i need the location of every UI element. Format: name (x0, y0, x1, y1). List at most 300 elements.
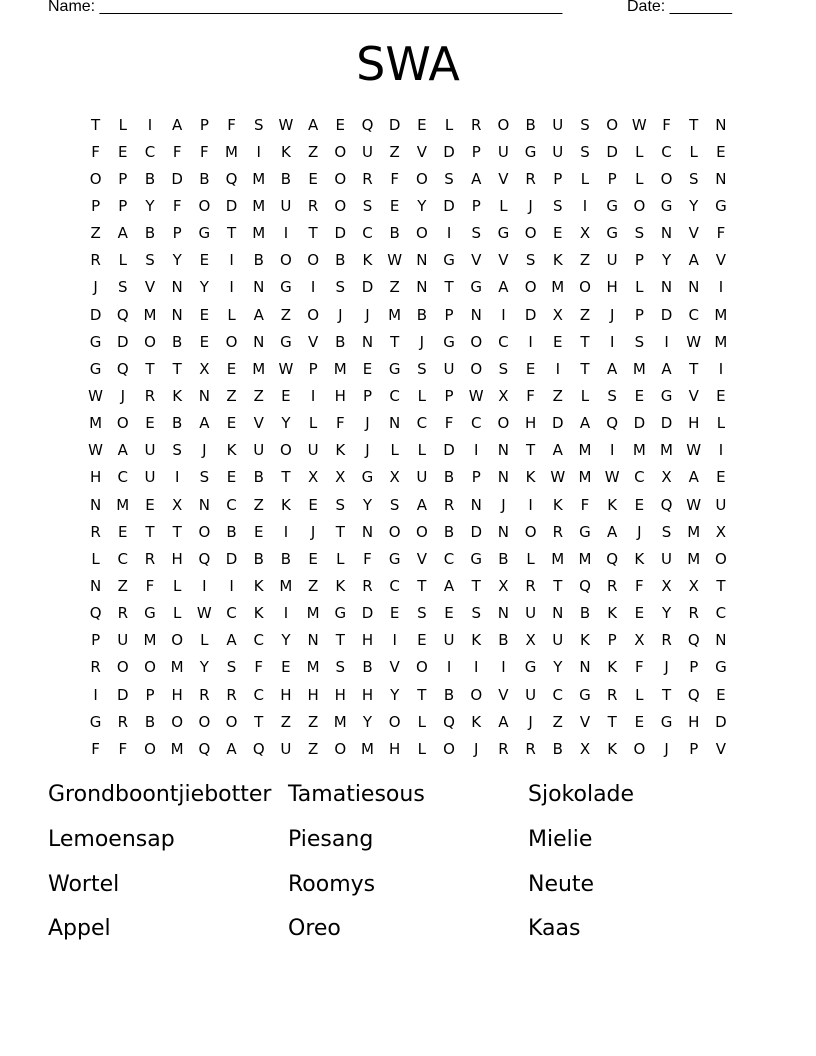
grid-letter[interactable]: S (172, 441, 182, 460)
grid-letter[interactable]: F (91, 739, 100, 758)
grid-letter[interactable]: S (199, 468, 210, 487)
grid-letter[interactable]: R (199, 685, 210, 704)
grid-letter[interactable]: O (579, 278, 591, 297)
grid-letter[interactable]: E (145, 495, 155, 514)
grid-letter[interactable]: Z (307, 739, 319, 758)
grid-letter[interactable]: K (335, 441, 346, 460)
grid-letter[interactable]: M (89, 414, 103, 433)
grid-letter[interactable]: U (307, 441, 319, 460)
grid-letter[interactable]: Y (689, 196, 699, 215)
grid-letter[interactable]: J (365, 305, 370, 324)
grid-letter[interactable]: Z (307, 576, 319, 595)
grid-letter[interactable]: M (578, 468, 592, 487)
grid-letter[interactable]: K (335, 576, 346, 595)
grid-letter[interactable]: H (307, 685, 319, 704)
grid-letter[interactable]: D (117, 332, 129, 351)
grid-letter[interactable]: O (334, 739, 347, 758)
grid-letter[interactable]: E (417, 115, 427, 134)
grid-letter[interactable]: A (226, 739, 237, 758)
grid-letter[interactable]: T (526, 441, 536, 460)
grid-letter[interactable]: G (660, 386, 673, 405)
grid-letter[interactable]: I (664, 332, 669, 351)
grid-letter[interactable]: G (579, 522, 591, 541)
grid-letter[interactable]: O (415, 224, 428, 243)
grid-letter[interactable]: Q (579, 576, 591, 595)
grid-letter[interactable]: E (716, 386, 726, 405)
grid-letter[interactable]: Y (390, 685, 400, 704)
grid-letter[interactable]: N (497, 468, 510, 487)
grid-letter[interactable]: P (444, 305, 454, 324)
grid-letter[interactable]: O (497, 414, 510, 433)
grid-letter[interactable]: L (635, 685, 644, 704)
grid-letter[interactable]: I (718, 359, 724, 378)
grid-letter[interactable]: J (202, 441, 207, 460)
grid-letter[interactable]: M (279, 576, 293, 595)
grid-letter[interactable]: G (334, 604, 347, 623)
grid-letter[interactable]: M (306, 658, 320, 677)
grid-letter[interactable]: O (280, 251, 292, 270)
grid-letter[interactable]: M (170, 739, 184, 758)
grid-letter[interactable]: D (334, 224, 347, 243)
grid-letter[interactable]: E (634, 712, 645, 731)
grid-letter[interactable]: N (416, 251, 428, 270)
grid-letter[interactable]: H (361, 685, 374, 704)
grid-letter[interactable]: C (688, 305, 699, 324)
grid-letter[interactable]: G (660, 712, 673, 731)
grid-letter[interactable]: I (555, 359, 560, 378)
grid-letter[interactable]: A (579, 414, 591, 433)
grid-letter[interactable]: M (551, 549, 565, 568)
grid-letter[interactable]: J (664, 739, 669, 758)
grid-letter[interactable]: K (634, 549, 645, 568)
name-field[interactable]: Name: ____________________________________________________ (48, 0, 563, 15)
grid-letter[interactable]: O (307, 305, 319, 324)
grid-letter[interactable]: L (172, 604, 182, 623)
grid-letter[interactable]: Y (281, 631, 291, 650)
grid-letter[interactable]: U (497, 142, 509, 161)
grid-letter[interactable]: V (498, 685, 509, 704)
grid-letter[interactable]: N (497, 522, 510, 541)
grid-letter[interactable]: G (144, 604, 156, 623)
grid-letter[interactable]: W (278, 115, 294, 134)
grid-letter[interactable]: O (116, 414, 129, 433)
grid-letter[interactable]: L (118, 115, 127, 134)
grid-letter[interactable]: P (362, 386, 372, 405)
grid-letter[interactable]: C (117, 549, 129, 568)
grid-letter[interactable]: D (633, 414, 646, 433)
grid-letter[interactable]: Q (252, 739, 265, 758)
grid-letter[interactable]: L (635, 278, 644, 297)
grid-letter[interactable]: M (632, 441, 646, 460)
grid-letter[interactable]: V (715, 251, 727, 270)
grid-letter[interactable]: R (117, 712, 128, 731)
grid-letter[interactable]: X (525, 631, 536, 650)
grid-letter[interactable]: O (307, 251, 319, 270)
grid-letter[interactable]: B (253, 549, 264, 568)
grid-letter[interactable]: E (362, 359, 373, 378)
grid-letter[interactable]: G (606, 196, 618, 215)
grid-letter[interactable]: Z (552, 712, 563, 731)
grid-letter[interactable]: V (688, 224, 699, 243)
grid-letter[interactable]: L (417, 739, 427, 758)
grid-letter[interactable]: C (661, 142, 672, 161)
grid-letter[interactable]: I (283, 224, 289, 243)
grid-letter[interactable]: J (528, 196, 533, 215)
grid-letter[interactable]: P (471, 196, 481, 215)
grid-letter[interactable]: O (524, 224, 537, 243)
grid-letter[interactable]: O (225, 332, 238, 351)
grid-letter[interactable]: L (200, 631, 209, 650)
grid-letter[interactable]: E (281, 386, 291, 405)
grid-letter[interactable]: R (525, 169, 536, 188)
grid-letter[interactable]: D (225, 549, 238, 568)
grid-letter[interactable]: O (470, 359, 483, 378)
grid-letter[interactable]: Q (116, 359, 129, 378)
grid-letter[interactable]: P (118, 169, 128, 188)
grid-letter[interactable]: O (171, 631, 184, 650)
grid-letter[interactable]: R (552, 522, 563, 541)
grid-letter[interactable]: O (415, 522, 428, 541)
grid-letter[interactable]: K (607, 604, 618, 623)
grid-letter[interactable]: O (334, 169, 347, 188)
grid-letter[interactable]: G (524, 142, 537, 161)
grid-letter[interactable]: U (117, 631, 129, 650)
grid-letter[interactable]: L (91, 549, 100, 568)
grid-letter[interactable]: L (417, 712, 427, 731)
grid-letter[interactable]: E (226, 359, 237, 378)
grid-letter[interactable]: Z (280, 305, 292, 324)
grid-letter[interactable]: V (688, 386, 699, 405)
grid-letter[interactable]: U (416, 468, 428, 487)
grid-letter[interactable]: Q (198, 739, 211, 758)
grid-letter[interactable]: M (252, 224, 266, 243)
grid-letter[interactable]: V (144, 278, 156, 297)
grid-letter[interactable]: T (607, 712, 617, 731)
grid-letter[interactable]: W (631, 115, 647, 134)
grid-letter[interactable]: A (688, 468, 699, 487)
grid-letter[interactable]: B (144, 712, 156, 731)
grid-letter[interactable]: Z (226, 386, 237, 405)
grid-letter[interactable]: S (253, 115, 264, 134)
grid-letter[interactable]: L (417, 441, 427, 460)
grid-letter[interactable]: O (89, 169, 102, 188)
grid-letter[interactable]: O (198, 196, 211, 215)
grid-letter[interactable]: D (660, 305, 673, 324)
grid-letter[interactable]: K (280, 495, 291, 514)
grid-letter[interactable]: V (253, 414, 264, 433)
grid-letter[interactable]: A (117, 441, 128, 460)
grid-letter[interactable]: K (362, 251, 373, 270)
grid-letter[interactable]: X (498, 576, 509, 595)
grid-letter[interactable]: D (117, 685, 129, 704)
grid-letter[interactable]: N (715, 115, 727, 134)
grid-letter[interactable]: D (524, 305, 537, 324)
grid-letter[interactable]: Y (199, 658, 209, 677)
grid-letter[interactable]: H (171, 685, 183, 704)
grid-letter[interactable]: R (90, 251, 101, 270)
grid-letter[interactable]: B (443, 468, 455, 487)
grid-letter[interactable]: M (714, 332, 728, 351)
grid-letter[interactable]: Q (225, 169, 238, 188)
grid-letter[interactable]: I (609, 441, 615, 460)
grid-letter[interactable]: V (471, 251, 482, 270)
grid-letter[interactable]: Y (362, 495, 373, 514)
grid-letter[interactable]: N (198, 495, 210, 514)
grid-letter[interactable]: O (144, 332, 156, 351)
grid-letter[interactable]: E (226, 414, 237, 433)
grid-letter[interactable]: H (89, 468, 102, 487)
grid-letter[interactable]: I (229, 576, 234, 595)
grid-letter[interactable]: A (552, 441, 563, 460)
grid-letter[interactable]: D (89, 305, 102, 324)
grid-letter[interactable]: D (171, 169, 183, 188)
grid-letter[interactable]: B (416, 305, 427, 324)
grid-letter[interactable]: Q (687, 631, 700, 650)
grid-letter[interactable]: N (253, 278, 265, 297)
grid-letter[interactable]: D (715, 712, 727, 731)
grid-letter[interactable]: K (607, 739, 618, 758)
grid-letter[interactable]: U (606, 251, 618, 270)
grid-letter[interactable]: S (335, 278, 346, 297)
grid-letter[interactable]: L (716, 414, 726, 433)
grid-letter[interactable]: R (606, 576, 618, 595)
grid-letter[interactable]: E (716, 685, 726, 704)
grid-letter[interactable]: G (89, 332, 102, 351)
grid-letter[interactable]: Z (253, 386, 264, 405)
grid-letter[interactable]: U (361, 142, 373, 161)
grid-letter[interactable]: N (470, 305, 482, 324)
grid-letter[interactable]: X (579, 739, 591, 758)
grid-letter[interactable]: Y (661, 604, 672, 623)
grid-letter[interactable]: E (281, 658, 291, 677)
grid-letter[interactable]: T (172, 522, 182, 541)
grid-letter[interactable]: B (335, 251, 346, 270)
grid-letter[interactable]: R (606, 685, 618, 704)
grid-letter[interactable]: F (444, 414, 454, 433)
grid-letter[interactable]: T (471, 576, 481, 595)
grid-letter[interactable]: Y (199, 278, 209, 297)
grid-letter[interactable]: L (526, 549, 535, 568)
grid-letter[interactable]: I (528, 495, 533, 514)
grid-letter[interactable]: R (443, 495, 455, 514)
grid-letter[interactable]: S (444, 169, 454, 188)
grid-letter[interactable]: S (607, 386, 617, 405)
grid-letter[interactable]: W (686, 332, 702, 351)
grid-letter[interactable]: L (172, 576, 182, 595)
grid-letter[interactable]: O (415, 169, 428, 188)
grid-letter[interactable]: I (446, 224, 452, 243)
grid-letter[interactable]: K (580, 631, 590, 650)
grid-letter[interactable]: C (389, 576, 400, 595)
grid-letter[interactable]: T (390, 332, 400, 351)
grid-letter[interactable]: N (688, 278, 700, 297)
grid-letter[interactable]: C (389, 386, 400, 405)
grid-letter[interactable]: U (525, 604, 537, 623)
grid-letter[interactable]: R (362, 576, 373, 595)
grid-letter[interactable]: F (172, 196, 182, 215)
grid-letter[interactable]: Z (307, 712, 319, 731)
grid-letter[interactable]: C (117, 468, 129, 487)
grid-letter[interactable]: Y (145, 196, 155, 215)
grid-letter[interactable]: F (118, 739, 128, 758)
grid-letter[interactable]: J (528, 712, 533, 731)
grid-letter[interactable]: R (144, 549, 156, 568)
grid-letter[interactable]: M (306, 604, 320, 623)
grid-letter[interactable]: M (252, 359, 266, 378)
grid-letter[interactable]: H (361, 631, 374, 650)
grid-letter[interactable]: O (524, 278, 537, 297)
grid-letter[interactable]: F (635, 576, 644, 595)
grid-letter[interactable]: V (579, 712, 591, 731)
grid-letter[interactable]: F (91, 142, 100, 161)
grid-letter[interactable]: G (715, 658, 727, 677)
grid-letter[interactable]: S (634, 332, 645, 351)
grid-letter[interactable]: J (120, 386, 125, 405)
grid-letter[interactable]: S (335, 658, 346, 677)
grid-letter[interactable]: A (498, 278, 509, 297)
grid-letter[interactable]: F (390, 169, 399, 188)
grid-letter[interactable]: T (580, 332, 590, 351)
grid-letter[interactable]: X (579, 224, 591, 243)
grid-letter[interactable]: H (334, 685, 346, 704)
grid-letter[interactable]: T (226, 224, 237, 243)
grid-letter[interactable]: G (524, 658, 537, 677)
grid-letter[interactable]: Y (362, 712, 373, 731)
grid-letter[interactable]: W (387, 251, 403, 270)
grid-letter[interactable]: A (117, 224, 128, 243)
grid-letter[interactable]: B (498, 549, 509, 568)
grid-letter[interactable]: B (253, 251, 264, 270)
grid-letter[interactable]: U (280, 739, 292, 758)
grid-letter[interactable]: N (552, 604, 564, 623)
grid-letter[interactable]: A (199, 414, 210, 433)
grid-letter[interactable]: F (580, 495, 590, 514)
grid-letter[interactable]: S (580, 115, 590, 134)
grid-letter[interactable]: T (417, 685, 427, 704)
grid-letter[interactable]: Q (606, 414, 619, 433)
grid-letter[interactable]: E (199, 251, 210, 270)
grid-letter[interactable]: N (253, 332, 265, 351)
grid-letter[interactable]: B (335, 332, 346, 351)
grid-letter[interactable]: E (525, 359, 536, 378)
grid-letter[interactable]: G (89, 712, 102, 731)
grid-letter[interactable]: F (635, 658, 644, 677)
grid-letter[interactable]: A (172, 115, 183, 134)
grid-letter[interactable]: A (688, 251, 699, 270)
grid-letter[interactable]: D (443, 196, 455, 215)
grid-letter[interactable]: D (225, 196, 238, 215)
grid-letter[interactable]: Q (361, 115, 374, 134)
grid-letter[interactable]: E (253, 522, 264, 541)
grid-letter[interactable]: P (689, 739, 699, 758)
grid-letter[interactable]: K (253, 576, 264, 595)
grid-letter[interactable]: B (579, 604, 591, 623)
grid-letter[interactable]: I (283, 522, 289, 541)
grid-letter[interactable]: E (199, 305, 210, 324)
grid-letter[interactable]: I (501, 305, 506, 324)
grid-letter[interactable]: D (470, 522, 482, 541)
grid-letter[interactable]: E (118, 522, 128, 541)
grid-letter[interactable]: M (578, 549, 592, 568)
grid-letter[interactable]: O (660, 169, 673, 188)
grid-letter[interactable]: Z (579, 251, 591, 270)
grid-letter[interactable]: R (471, 115, 482, 134)
grid-letter[interactable]: Q (606, 549, 619, 568)
grid-letter[interactable]: U (443, 631, 455, 650)
grid-letter[interactable]: L (417, 386, 427, 405)
grid-letter[interactable]: B (525, 115, 536, 134)
grid-letter[interactable]: F (716, 224, 726, 243)
grid-letter[interactable]: J (637, 522, 642, 541)
grid-letter[interactable]: K (471, 712, 482, 731)
grid-letter[interactable]: N (470, 495, 482, 514)
grid-letter[interactable]: V (416, 549, 427, 568)
grid-letter[interactable]: J (664, 658, 669, 677)
grid-letter[interactable]: M (632, 359, 646, 378)
grid-letter[interactable]: I (474, 658, 479, 677)
grid-letter[interactable]: Q (443, 712, 455, 731)
grid-letter[interactable]: R (90, 658, 101, 677)
grid-letter[interactable]: M (225, 142, 238, 161)
grid-letter[interactable]: A (226, 631, 237, 650)
grid-letter[interactable]: L (227, 305, 236, 324)
grid-letter[interactable]: C (226, 495, 237, 514)
grid-letter[interactable]: P (444, 386, 454, 405)
grid-letter[interactable]: G (470, 278, 483, 297)
grid-letter[interactable]: E (308, 169, 318, 188)
grid-letter[interactable]: Q (89, 604, 102, 623)
grid-letter[interactable]: L (499, 196, 508, 215)
grid-letter[interactable]: I (174, 468, 180, 487)
grid-letter[interactable]: J (365, 441, 370, 460)
grid-letter[interactable]: V (715, 739, 727, 758)
grid-letter[interactable]: T (254, 712, 264, 731)
grid-letter[interactable]: I (310, 386, 316, 405)
grid-letter[interactable]: P (172, 224, 182, 243)
grid-letter[interactable]: I (582, 196, 588, 215)
grid-letter[interactable]: L (336, 549, 345, 568)
grid-letter[interactable]: G (388, 359, 401, 378)
grid-letter[interactable]: F (172, 142, 182, 161)
grid-letter[interactable]: B (144, 224, 156, 243)
grid-letter[interactable]: S (661, 522, 672, 541)
grid-letter[interactable]: M (388, 305, 402, 324)
grid-letter[interactable]: H (606, 278, 618, 297)
grid-letter[interactable]: S (688, 169, 699, 188)
grid-letter[interactable]: T (172, 359, 182, 378)
grid-letter[interactable]: E (634, 386, 645, 405)
grid-letter[interactable]: L (580, 169, 590, 188)
grid-letter[interactable]: F (200, 142, 209, 161)
grid-letter[interactable]: O (388, 712, 401, 731)
grid-letter[interactable]: A (607, 359, 618, 378)
grid-letter[interactable]: M (360, 739, 374, 758)
grid-letter[interactable]: O (144, 739, 156, 758)
grid-letter[interactable]: A (661, 359, 672, 378)
grid-letter[interactable]: I (609, 332, 615, 351)
grid-letter[interactable]: R (90, 522, 101, 541)
grid-letter[interactable]: H (524, 414, 537, 433)
grid-letter[interactable]: J (419, 332, 425, 351)
grid-letter[interactable]: O (633, 196, 646, 215)
grid-letter[interactable]: K (172, 386, 183, 405)
grid-letter[interactable]: Y (281, 414, 291, 433)
grid-letter[interactable]: A (253, 305, 264, 324)
grid-letter[interactable]: Z (117, 576, 128, 595)
grid-letter[interactable]: X (389, 468, 400, 487)
grid-letter[interactable]: I (229, 251, 234, 270)
grid-letter[interactable]: E (118, 142, 128, 161)
